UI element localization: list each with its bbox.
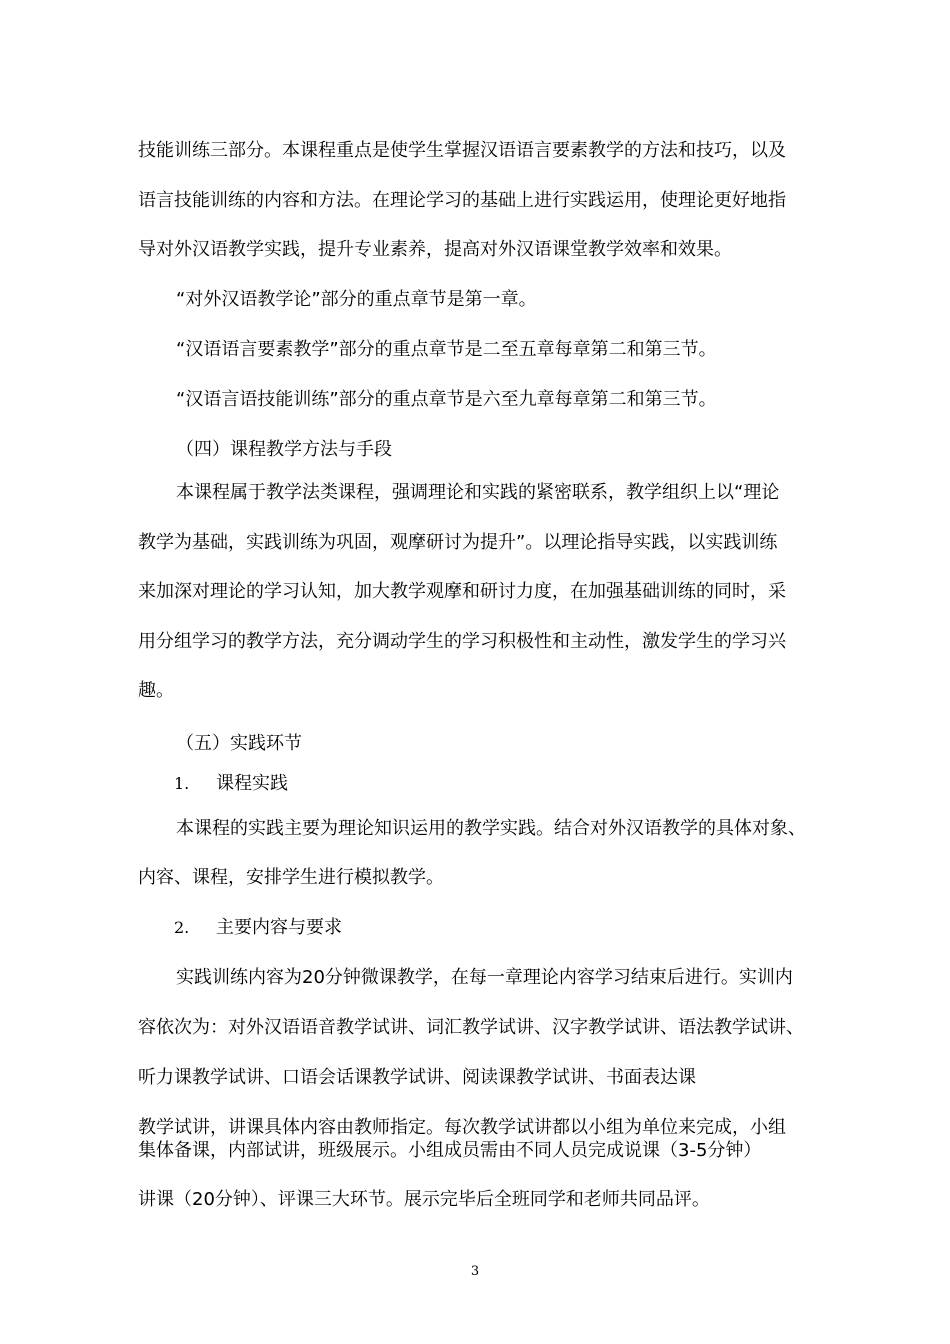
paragraph-line: 教学试讲，讲课具体内容由教师指定。每次教学试讲都以小组为单位来完成，小组 <box>138 1117 786 1138</box>
paragraph-line: 技能训练三部分。本课程重点是使学生掌握汉语语言要素教学的方法和技巧，以及 <box>138 140 786 161</box>
section-heading: （五）实践环节 <box>176 733 302 754</box>
item-number: 1. <box>174 774 190 793</box>
paragraph-line: 来加深对理论的学习认知，加大教学观摩和研讨力度，在加强基础训练的同时，采 <box>138 581 786 602</box>
numbered-subheading <box>174 916 342 940</box>
item-title: 主要内容与要求 <box>216 917 342 938</box>
page-number: 3 <box>470 1264 480 1279</box>
paragraph-line: 本课程的实践主要为理论知识运用的教学实践。结合对外汉语教学的具体对象、 <box>176 818 806 839</box>
key-chapter-line: “汉语语言要素教学”部分的重点章节是二至五章每章第二和第三节。 <box>176 339 717 360</box>
paragraph-line: 语言技能训练的内容和方法。在理论学习的基础上进行实践运用，使理论更好地指 <box>138 190 786 211</box>
key-chapter-line: “汉语言语技能训练”部分的重点章节是六至九章每章第二和第三节。 <box>176 389 717 410</box>
item-number: 2. <box>174 918 190 937</box>
paragraph-line: 讲课（20分钟）、评课三大环节。展示完毕后全班同学和老师共同品评。 <box>138 1189 710 1210</box>
section-heading: （四）课程教学方法与手段 <box>176 439 392 460</box>
paragraph-line: 导对外汉语教学实践，提升专业素养，提高对外汉语课堂教学效率和效果。 <box>138 239 732 260</box>
paragraph-line: 用分组学习的教学方法，充分调动学生的学习积极性和主动性，激发学生的学习兴 <box>138 631 786 652</box>
paragraph-line: 内容、课程，安排学生进行模拟教学。 <box>138 867 444 888</box>
item-title: 课程实践 <box>216 773 288 794</box>
paragraph-line: 听力课教学试讲、口语会话课教学试讲、阅读课教学试讲、书面表达课 <box>138 1067 696 1088</box>
paragraph-line: 趣。 <box>138 680 174 701</box>
key-chapter-line: “对外汉语教学论”部分的重点章节是第一章。 <box>176 289 537 310</box>
paragraph-line: 集体备课，内部试讲，班级展示。小组成员需由不同人员完成说课（3-5分钟） <box>138 1140 762 1161</box>
paragraph-line: 教学为基础，实践训练为巩固，观摩研讨为提升”。以理论指导实践，以实践训练 <box>138 532 778 553</box>
paragraph-line: 容依次为：对外汉语语音教学试讲、词汇教学试讲、汉字教学试讲、语法教学试讲、 <box>138 1017 804 1038</box>
paragraph-line: 实践训练内容为20分钟微课教学，在每一章理论内容学习结束后进行。实训内 <box>176 967 793 988</box>
paragraph-line: 本课程属于教学法类课程，强调理论和实践的紧密联系，教学组织上以“理论 <box>176 482 780 503</box>
numbered-subheading <box>174 772 288 796</box>
